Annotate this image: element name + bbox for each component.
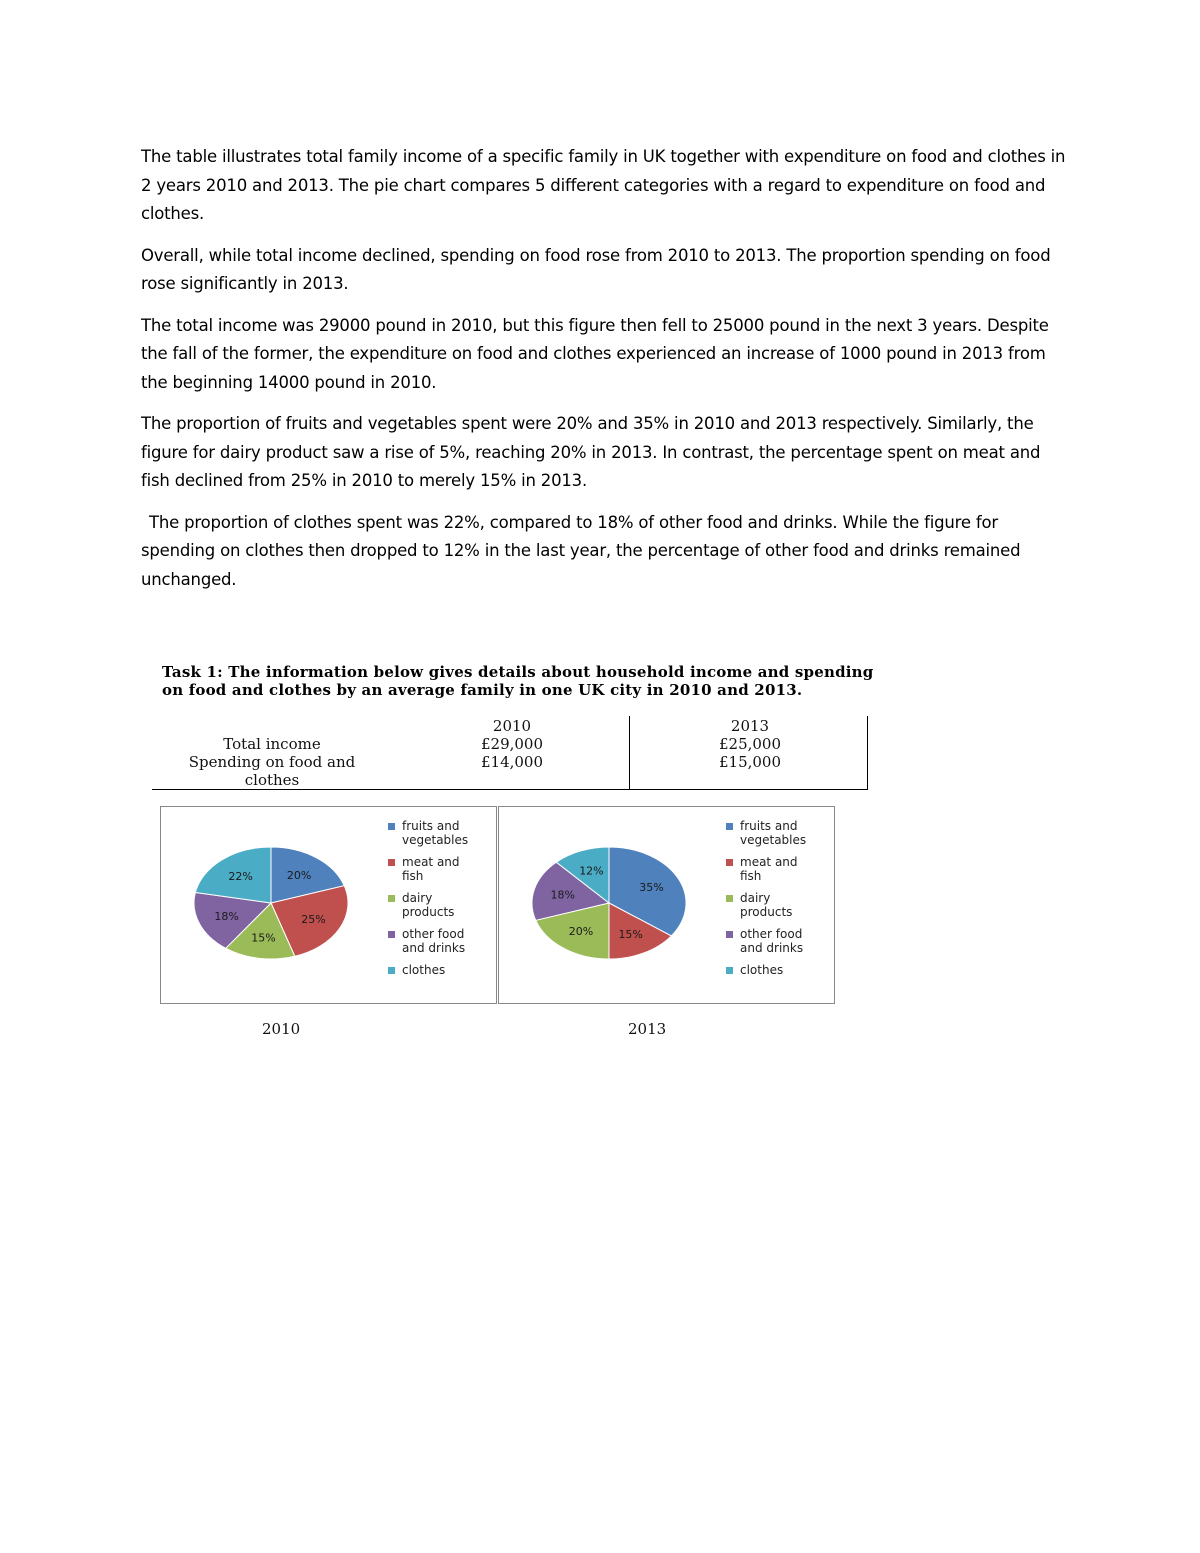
table-row-label-income: Total income <box>223 735 321 753</box>
legend-swatch-dairy-products <box>388 895 395 902</box>
legend-label-other-food-and-drinks: and drinks <box>402 941 466 955</box>
essay <box>141 143 1071 607</box>
legend-swatch-clothes <box>726 967 733 974</box>
task-title-line-1: Task 1: The information below gives details about household income and spending <box>162 663 874 681</box>
legend-swatch-dairy-products <box>726 895 733 902</box>
legend-label-meat-and-fish: meat and <box>402 855 460 869</box>
pie-chart-2010 <box>160 806 497 1004</box>
legend-label-other-food-and-drinks: other food <box>740 927 803 941</box>
legend-label-clothes: clothes <box>740 963 784 977</box>
legend-item-other-food-and-drinks <box>388 927 512 955</box>
legend-item-clothes <box>388 963 512 977</box>
table-divider-middle <box>629 716 630 790</box>
legend-item-dairy-products <box>726 891 850 919</box>
legend-label-dairy-products: dairy <box>740 891 771 905</box>
legend-label-other-food-and-drinks: other food <box>402 927 465 941</box>
legend-swatch-fruits-and-vegetables <box>726 823 733 830</box>
legend-label-dairy-products: products <box>740 905 793 919</box>
table-header-2013: 2013 <box>730 717 770 735</box>
legend-label-clothes: clothes <box>402 963 446 977</box>
table-divider-right <box>867 716 868 790</box>
pie-label-2013-other-food-and-drinks: 18% <box>550 888 575 902</box>
table-cell-spending-2013: £15,000 <box>718 753 782 771</box>
caption-2010: 2010 <box>262 1020 301 1038</box>
pie-label-2010-dairy-products: 15% <box>251 931 276 945</box>
essay-paragraph-3: The total income was 29000 pound in 2010, but this figure then fell to 25000 pound in the next 3 years. Despite the fall of the former, the expenditure on food and clothes experienced an increase of 1000 pound in 2013 from the beginning 14000 pound in 2010. <box>141 315 1049 392</box>
legend-item-fruits-and-vegetables <box>388 819 512 847</box>
essay-paragraph-5: The proportion of clothes spent was 22%, compared to 18% of other food and drinks. While the figure for spending on clothes then dropped to 12% in the last year, the percentage of other food and drinks remained unchanged. <box>141 512 1021 589</box>
task-title <box>162 663 942 699</box>
table-cell-income-2013: £25,000 <box>718 735 782 753</box>
pie-label-2010-meat-and-fish: 25% <box>301 912 326 926</box>
legend-swatch-other-food-and-drinks <box>388 931 395 938</box>
legend-item-meat-and-fish <box>726 855 850 883</box>
legend-label-fruits-and-vegetables: fruits and <box>740 819 798 833</box>
legend-swatch-clothes <box>388 967 395 974</box>
legend-label-other-food-and-drinks: and drinks <box>740 941 804 955</box>
pie-label-2013-fruits-and-vegetables: 35% <box>639 881 664 895</box>
legend-item-meat-and-fish <box>388 855 512 883</box>
pie-chart-2013-legend <box>726 819 850 985</box>
table-cell-spending-2010: £14,000 <box>480 753 544 771</box>
table-cell-income-2010: £29,000 <box>480 735 544 753</box>
pie-chart-2010-legend <box>388 819 512 985</box>
pie-label-2010-other-food-and-drinks: 18% <box>214 909 239 923</box>
essay-paragraph-4: The proportion of fruits and vegetables spent were 20% and 35% in 2010 and 2013 respectively. Similarly, the figure for dairy product saw a rise of 5%, reaching 20% in 2013. In contrast, the percentage spent on meat and fish declined from 25% in 2010 to merely 15% in 2013. <box>141 414 1041 490</box>
pie-label-2013-clothes: 12% <box>579 864 604 878</box>
legend-label-fruits-and-vegetables: fruits and <box>402 819 460 833</box>
legend-label-fruits-and-vegetables: vegetables <box>402 833 469 847</box>
legend-item-dairy-products <box>388 891 512 919</box>
task-title-line-2: on food and clothes by an average family in one UK city in 2010 and 2013. <box>162 681 803 699</box>
essay-paragraph-1: The table illustrates total family income of a specific family in UK together with expenditure on food and clothes in 2 years 2010 and 2013. The pie chart compares 5 different categories with a regard to expenditure on food and clothes. <box>141 147 1066 223</box>
legend-label-meat-and-fish: fish <box>402 869 424 883</box>
legend-swatch-meat-and-fish <box>726 859 733 866</box>
table-row-label-spending: Spending on food and clothes <box>188 753 356 789</box>
legend-swatch-meat-and-fish <box>388 859 395 866</box>
legend-label-dairy-products: products <box>402 905 455 919</box>
legend-label-dairy-products: dairy <box>402 891 433 905</box>
legend-item-fruits-and-vegetables <box>726 819 850 847</box>
pie-label-2010-clothes: 22% <box>228 870 253 884</box>
legend-item-other-food-and-drinks <box>726 927 850 955</box>
table-bottom-border <box>152 789 868 790</box>
caption-2013: 2013 <box>628 1020 667 1038</box>
essay-paragraph-2: Overall, while total income declined, spending on food rose from 2010 to 2013. The proportion spending on food rose significantly in 2013. <box>141 245 1051 293</box>
legend-label-meat-and-fish: fish <box>740 869 762 883</box>
income-table <box>152 716 868 790</box>
legend-swatch-other-food-and-drinks <box>726 931 733 938</box>
pie-chart-2013 <box>498 806 835 1004</box>
table-header-2010: 2010 <box>492 717 532 735</box>
legend-label-fruits-and-vegetables: vegetables <box>740 833 807 847</box>
legend-item-clothes <box>726 963 850 977</box>
pie-label-2013-dairy-products: 20% <box>568 925 594 939</box>
legend-label-meat-and-fish: meat and <box>740 855 798 869</box>
pie-label-2013-meat-and-fish: 15% <box>618 927 643 941</box>
legend-swatch-fruits-and-vegetables <box>388 823 395 830</box>
pie-label-2010-fruits-and-vegetables: 20% <box>286 868 312 882</box>
